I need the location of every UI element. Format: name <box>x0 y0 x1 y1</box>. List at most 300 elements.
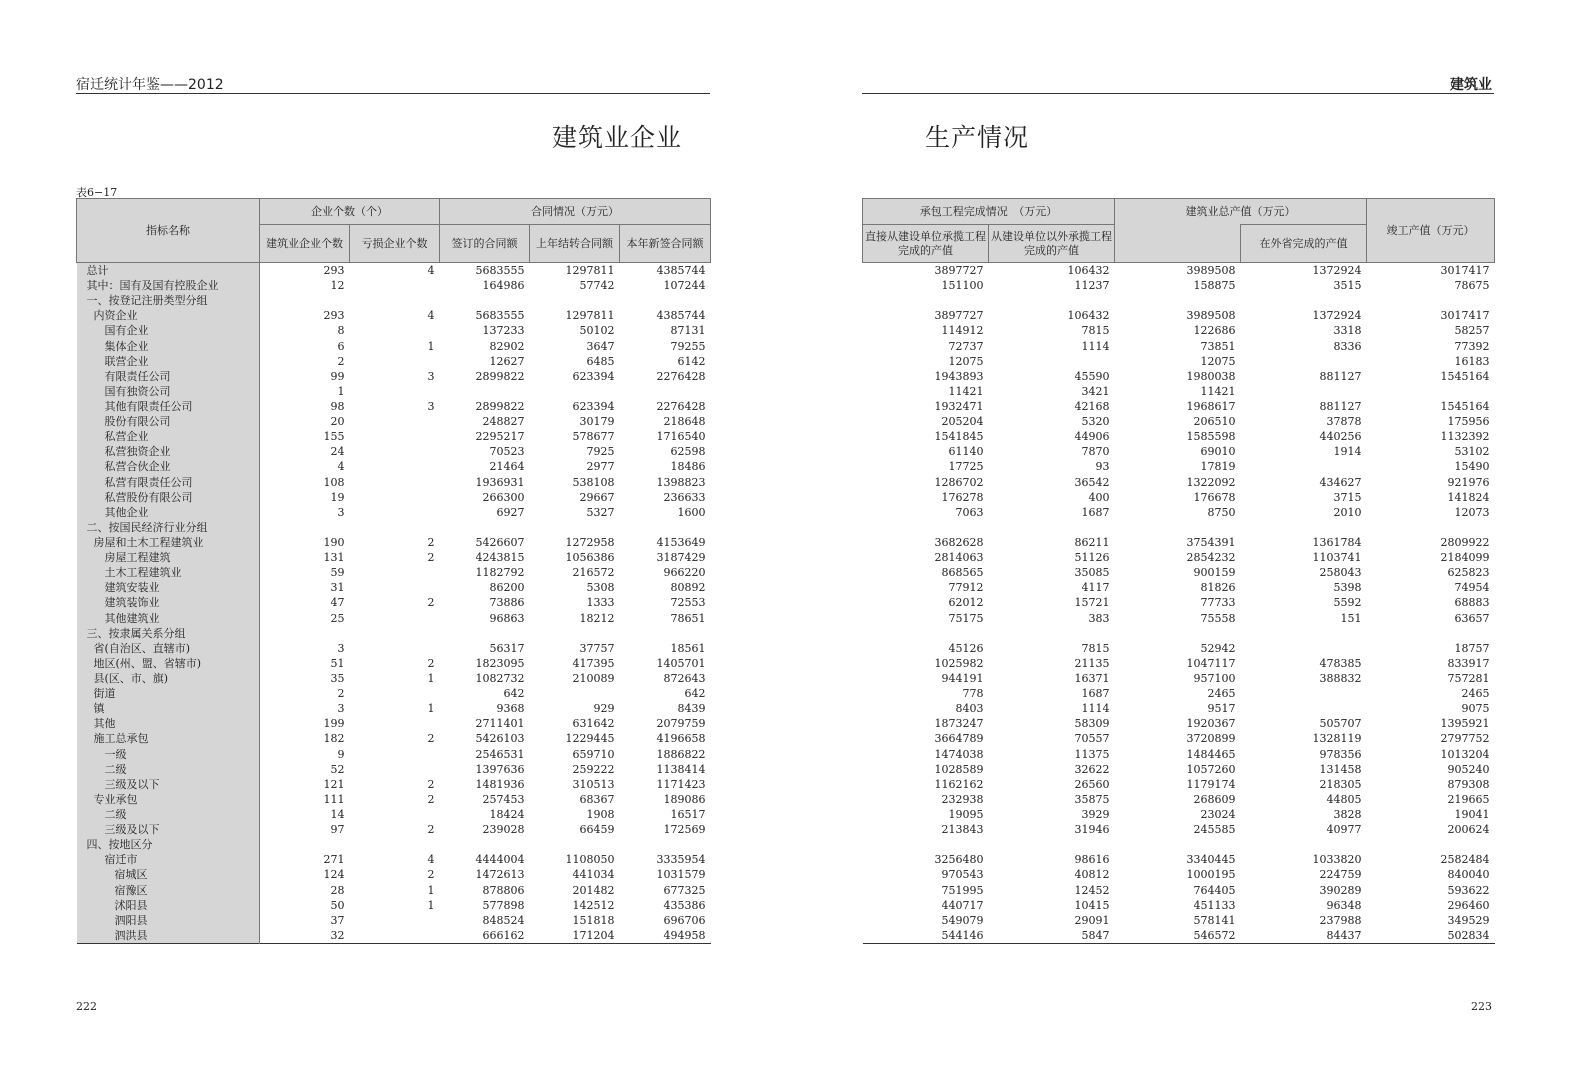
cell-value: 505707 <box>1319 717 1362 731</box>
cell-value: 29667 <box>579 490 615 504</box>
cell-value <box>260 293 350 308</box>
cell-value <box>350 475 440 490</box>
cell-value: 176678 <box>1193 490 1236 504</box>
table-row <box>77 913 711 928</box>
row-label: 私营合伙企业 <box>77 459 260 474</box>
cell-value: 2809922 <box>1440 536 1490 550</box>
cell-value: 8750 <box>1207 505 1236 519</box>
table-row <box>77 852 711 867</box>
cell-value: 970543 <box>941 868 984 882</box>
cell-value: 625823 <box>1447 566 1490 580</box>
table-row <box>77 762 711 777</box>
table-row <box>77 928 711 944</box>
cell-value: 390289 <box>1319 883 1362 897</box>
cell-value: 239028 <box>482 823 525 837</box>
cell-value: 5592 <box>1333 596 1362 610</box>
cell-value: 56317 <box>489 641 525 655</box>
cell-value: 9 <box>337 747 345 761</box>
cell-value: 19041 <box>1454 807 1490 821</box>
row-label: 宿豫区 <box>77 882 260 897</box>
cell-value: 6142 <box>677 354 706 368</box>
table-row <box>77 701 711 716</box>
cell-value: 266300 <box>482 490 525 504</box>
cell-value <box>350 641 440 656</box>
cell-value: 4444004 <box>475 853 525 867</box>
cell-value <box>530 837 620 852</box>
cell-value: 2 <box>427 656 435 670</box>
cell-value: 4 <box>427 853 435 867</box>
cell-value: 1405701 <box>656 656 706 670</box>
table-row <box>863 611 1495 626</box>
cell-value: 155 <box>323 430 345 444</box>
table-row <box>77 384 711 399</box>
cell-value: 966220 <box>663 566 706 580</box>
cell-value: 1398823 <box>656 475 706 489</box>
cell-value: 40812 <box>1074 868 1110 882</box>
cell-value: 2 <box>427 596 435 610</box>
cell-value: 171204 <box>572 928 615 942</box>
cell-value: 78651 <box>670 611 706 625</box>
col-header-signed: 签订的合同额 <box>440 225 530 263</box>
cell-value: 1328119 <box>1312 732 1362 746</box>
cell-value <box>350 807 440 822</box>
cell-value: 21464 <box>489 460 525 474</box>
table-row <box>863 882 1495 897</box>
cell-value: 62012 <box>948 596 984 610</box>
cell-value: 29091 <box>1074 913 1110 927</box>
cell-value: 210089 <box>572 672 615 685</box>
cell-value: 5683555 <box>475 264 525 278</box>
cell-value: 106432 <box>1067 264 1110 278</box>
cell-value: 3421 <box>1081 384 1110 398</box>
cell-value: 1397636 <box>475 762 525 776</box>
cell-value: 14 <box>330 807 345 821</box>
cell-value: 164986 <box>482 279 525 293</box>
cell-value: 659710 <box>572 747 615 761</box>
table-row <box>77 520 711 535</box>
cell-value: 878806 <box>482 883 525 897</box>
cell-value: 232938 <box>941 792 984 806</box>
cell-value: 50 <box>330 898 345 912</box>
table-row <box>77 490 711 505</box>
table-row <box>863 565 1495 580</box>
table-row <box>77 807 711 822</box>
cell-value: 68367 <box>579 792 615 806</box>
cell-value: 18424 <box>489 807 525 821</box>
cell-value <box>350 611 440 626</box>
cell-value: 45590 <box>1074 369 1110 383</box>
cell-value: 434627 <box>1319 475 1362 489</box>
cell-value: 62598 <box>670 445 706 459</box>
table-row <box>77 399 711 414</box>
cell-value <box>1367 837 1495 852</box>
row-label: 土木工程建筑业 <box>77 565 260 580</box>
cell-value: 544146 <box>941 928 984 942</box>
cell-value: 1914 <box>1333 445 1362 459</box>
cell-value: 2977 <box>586 460 615 474</box>
table-row <box>863 369 1495 384</box>
cell-value: 213843 <box>941 823 984 837</box>
cell-value <box>350 429 440 444</box>
table-row <box>863 580 1495 595</box>
cell-value: 201482 <box>572 883 615 897</box>
cell-value: 84437 <box>1326 928 1362 942</box>
cell-value: 12075 <box>948 354 984 368</box>
table-row <box>77 686 711 701</box>
cell-value: 1047117 <box>1186 656 1236 670</box>
col-header-carryover: 上年结转合同额 <box>530 225 620 263</box>
table-row <box>863 777 1495 792</box>
cell-value: 577898 <box>482 898 525 912</box>
cell-value: 2465 <box>1461 687 1490 701</box>
cell-value: 237988 <box>1319 913 1362 927</box>
cell-value: 75175 <box>948 611 984 625</box>
cell-value: 2 <box>427 551 435 565</box>
table-row <box>77 565 711 580</box>
cell-value: 52 <box>330 762 345 776</box>
cell-value: 32 <box>330 928 345 942</box>
cell-value: 200624 <box>1447 823 1490 837</box>
row-label: 泗洪县 <box>77 928 260 944</box>
cell-value <box>620 837 711 852</box>
cell-value <box>530 686 620 701</box>
cell-value: 4 <box>427 264 435 278</box>
row-label: 房屋和土木工程建筑业 <box>77 535 260 550</box>
cell-value: 1823095 <box>475 656 525 670</box>
cell-value: 2295217 <box>475 430 525 444</box>
cell-value: 1297811 <box>565 309 615 323</box>
cell-value: 929 <box>593 702 615 716</box>
cell-value: 11421 <box>1200 384 1236 398</box>
cell-value: 1932471 <box>934 400 984 414</box>
cell-value <box>350 278 440 293</box>
table-row <box>77 731 711 746</box>
cell-value <box>350 837 440 852</box>
cell-value: 124 <box>323 868 345 882</box>
cell-value: 51 <box>330 656 345 670</box>
cell-value: 5426607 <box>475 536 525 550</box>
table-row <box>863 626 1495 641</box>
cell-value: 593622 <box>1447 883 1490 897</box>
cell-value: 1103741 <box>1312 551 1362 565</box>
cell-value: 1297811 <box>565 264 615 278</box>
cell-value: 1395921 <box>1440 717 1490 731</box>
cell-value: 677325 <box>663 883 706 897</box>
table-row <box>77 369 711 384</box>
row-label: 三级及以下 <box>77 822 260 837</box>
row-label: 沭阳县 <box>77 898 260 913</box>
cell-value: 137233 <box>482 324 525 338</box>
cell-value: 57742 <box>579 279 615 293</box>
cell-value: 36542 <box>1074 475 1110 489</box>
row-label: 泗阳县 <box>77 913 260 928</box>
cell-value <box>1241 459 1367 474</box>
cell-value <box>620 626 711 641</box>
cell-value: 35 <box>330 672 345 685</box>
table-row <box>77 837 711 852</box>
table-row <box>77 656 711 671</box>
cell-value: 2 <box>427 868 435 882</box>
cell-value <box>1367 384 1495 399</box>
cell-value: 2711401 <box>475 717 525 731</box>
cell-value <box>1367 520 1495 535</box>
col-header-total-output: 建筑业总产值（万元） <box>1115 199 1367 225</box>
cell-value: 257453 <box>482 792 525 806</box>
cell-value <box>440 384 530 399</box>
cell-value: 848524 <box>482 913 525 927</box>
cell-value: 77733 <box>1200 596 1236 610</box>
cell-value: 944191 <box>941 672 984 685</box>
cell-value <box>350 414 440 429</box>
cell-value: 70557 <box>1074 732 1110 746</box>
cell-value: 3 <box>427 400 435 414</box>
table-row <box>863 293 1495 308</box>
table-row <box>77 293 711 308</box>
cell-value: 1229445 <box>565 732 615 746</box>
table-row <box>863 459 1495 474</box>
cell-value <box>1241 354 1367 369</box>
cell-value: 1082732 <box>475 672 525 685</box>
cell-value: 151100 <box>941 279 984 293</box>
cell-value: 881127 <box>1319 400 1362 414</box>
cell-value: 905240 <box>1447 762 1490 776</box>
cell-value: 538108 <box>572 475 615 489</box>
cell-value: 2276428 <box>656 400 706 414</box>
cell-value: 268609 <box>1193 792 1236 806</box>
row-label: 有限责任公司 <box>77 369 260 384</box>
cell-value: 12452 <box>1074 883 1110 897</box>
cell-value: 111 <box>323 792 345 806</box>
cell-value <box>863 293 989 308</box>
cell-value: 70523 <box>489 445 525 459</box>
cell-value: 96863 <box>489 611 525 625</box>
cell-value: 1687 <box>1081 687 1110 701</box>
cell-value: 2184099 <box>1440 551 1490 565</box>
table-row <box>863 837 1495 852</box>
cell-value: 642 <box>684 687 706 701</box>
page-title-left: 建筑业企业 <box>551 123 682 152</box>
cell-value: 19095 <box>948 807 984 821</box>
cell-value: 435386 <box>663 898 706 912</box>
cell-value: 16371 <box>1074 672 1110 685</box>
cell-value: 78675 <box>1454 279 1490 293</box>
cell-value <box>440 837 530 852</box>
cell-value <box>1115 837 1241 852</box>
cell-value: 8336 <box>1333 339 1362 353</box>
table-row <box>863 595 1495 610</box>
table-row <box>863 913 1495 928</box>
cell-value <box>350 565 440 580</box>
cell-value: 5308 <box>586 581 615 595</box>
cell-value: 2854232 <box>1186 551 1236 565</box>
cell-value: 17819 <box>1200 460 1236 474</box>
cell-value <box>350 928 440 944</box>
cell-value: 1372924 <box>1312 309 1362 323</box>
cell-value <box>350 747 440 762</box>
cell-value: 2582484 <box>1440 853 1490 867</box>
cell-value: 478385 <box>1319 656 1362 670</box>
cell-value: 868565 <box>941 566 984 580</box>
cell-value: 383 <box>1088 611 1110 625</box>
cell-value: 121 <box>323 777 345 791</box>
cell-value: 17725 <box>948 460 984 474</box>
row-label: 股份有限公司 <box>77 414 260 429</box>
cell-value: 16183 <box>1454 354 1490 368</box>
cell-value: 53102 <box>1454 445 1490 459</box>
left-data-table <box>76 198 711 944</box>
cell-value: 1031579 <box>656 868 706 882</box>
cell-value <box>260 626 350 641</box>
cell-value: 1 <box>427 883 435 897</box>
table-row <box>863 444 1495 459</box>
cell-value: 172569 <box>663 823 706 837</box>
cell-value: 2079759 <box>656 717 706 731</box>
cell-value: 757281 <box>1447 672 1490 685</box>
cell-value <box>350 490 440 505</box>
table-row <box>863 263 1495 279</box>
cell-value: 23024 <box>1200 807 1236 821</box>
cell-value: 72737 <box>948 339 984 353</box>
cell-value: 19 <box>330 490 345 504</box>
table-row <box>77 444 711 459</box>
cell-value: 1272958 <box>565 536 615 550</box>
row-label: 一、按登记注册类型分组 <box>77 293 260 308</box>
cell-value: 2 <box>337 354 345 368</box>
cell-value: 58309 <box>1074 717 1110 731</box>
table-row <box>77 792 711 807</box>
table-row <box>863 429 1495 444</box>
table-row <box>863 520 1495 535</box>
table-row <box>77 822 711 837</box>
cell-value: 2 <box>427 536 435 550</box>
table-row <box>863 701 1495 716</box>
cell-value: 642 <box>503 687 525 701</box>
table-row <box>863 354 1495 369</box>
cell-value <box>989 520 1115 535</box>
table-row <box>77 354 711 369</box>
cell-value <box>989 354 1115 369</box>
cell-value: 3647 <box>586 339 615 353</box>
cell-value: 31946 <box>1074 823 1110 837</box>
col-header-completed-output: 竣工产值（万元） <box>1367 199 1495 263</box>
cell-value: 106432 <box>1067 309 1110 323</box>
cell-value: 44906 <box>1074 430 1110 444</box>
cell-value <box>260 520 350 535</box>
cell-value: 1474038 <box>934 747 984 761</box>
cell-value: 4385744 <box>656 264 706 278</box>
cell-value: 30179 <box>579 415 615 429</box>
cell-value: 494958 <box>663 928 706 942</box>
cell-value: 12627 <box>489 354 525 368</box>
cell-value <box>350 686 440 701</box>
cell-value: 1286702 <box>934 475 984 489</box>
row-label: 内资企业 <box>77 308 260 323</box>
cell-value: 879308 <box>1447 777 1490 791</box>
cell-value: 32622 <box>1074 762 1110 776</box>
cell-value <box>350 505 440 520</box>
row-label: 地区(州、盟、省辖市) <box>77 656 260 671</box>
row-label: 县(区、市、旗) <box>77 671 260 686</box>
cell-value: 107244 <box>663 279 706 293</box>
cell-value: 87131 <box>670 324 706 338</box>
cell-value: 1600 <box>677 505 706 519</box>
cell-value: 245585 <box>1193 823 1236 837</box>
cell-value: 2 <box>337 687 345 701</box>
cell-value: 37757 <box>579 641 615 655</box>
table-row <box>863 414 1495 429</box>
cell-value: 1 <box>427 672 435 685</box>
row-label: 二级 <box>77 807 260 822</box>
cell-value: 3715 <box>1333 490 1362 504</box>
cell-value <box>350 762 440 777</box>
cell-value: 190 <box>323 536 345 550</box>
cell-value: 1179174 <box>1186 777 1236 791</box>
cell-value: 131 <box>323 551 345 565</box>
cell-value: 764405 <box>1193 883 1236 897</box>
cell-value: 15721 <box>1074 596 1110 610</box>
cell-value <box>440 293 530 308</box>
col-header-new: 本年新签合同额 <box>620 225 711 263</box>
cell-value: 24 <box>330 445 345 459</box>
cell-value: 1545164 <box>1440 369 1490 383</box>
cell-value <box>1241 701 1367 716</box>
table-row <box>77 882 711 897</box>
cell-value: 6927 <box>496 505 525 519</box>
page-number-left: 222 <box>76 1000 97 1013</box>
cell-value: 921976 <box>1447 475 1490 489</box>
cell-value <box>350 459 440 474</box>
cell-value: 97 <box>330 823 345 837</box>
cell-value: 1541845 <box>934 430 984 444</box>
table-row <box>863 867 1495 882</box>
cell-value: 7815 <box>1081 641 1110 655</box>
cell-value: 578677 <box>572 430 615 444</box>
cell-value: 141824 <box>1447 490 1490 504</box>
cell-value <box>1241 520 1367 535</box>
cell-value: 81826 <box>1200 581 1236 595</box>
cell-value: 271 <box>323 853 345 867</box>
cell-value: 8 <box>337 324 345 338</box>
right-data-table <box>862 198 1495 944</box>
table-row <box>77 867 711 882</box>
cell-value: 1028589 <box>934 762 984 776</box>
cell-value <box>440 520 530 535</box>
cell-value: 40977 <box>1326 823 1362 837</box>
cell-value: 5327 <box>586 505 615 519</box>
cell-value: 8403 <box>955 702 984 716</box>
table-row <box>77 475 711 490</box>
cell-value: 840040 <box>1447 868 1490 882</box>
cell-value: 42168 <box>1074 400 1110 414</box>
table-row <box>863 716 1495 731</box>
cell-value: 441034 <box>572 868 615 882</box>
col-header-total-output-spacer <box>1115 225 1241 263</box>
cell-value: 6485 <box>586 354 615 368</box>
table-row <box>863 656 1495 671</box>
cell-value <box>989 293 1115 308</box>
cell-value: 3754391 <box>1186 536 1236 550</box>
row-label: 联营企业 <box>77 354 260 369</box>
row-label: 国有企业 <box>77 323 260 338</box>
cell-value: 2 <box>427 732 435 746</box>
cell-value: 51126 <box>1074 551 1110 565</box>
cell-value: 751995 <box>941 883 984 897</box>
cell-value <box>620 293 711 308</box>
cell-value: 80892 <box>670 581 706 595</box>
col-header-enterprises: 建筑业企业个数 <box>260 225 350 263</box>
cell-value: 52942 <box>1200 641 1236 655</box>
cell-value: 1484465 <box>1186 747 1236 761</box>
